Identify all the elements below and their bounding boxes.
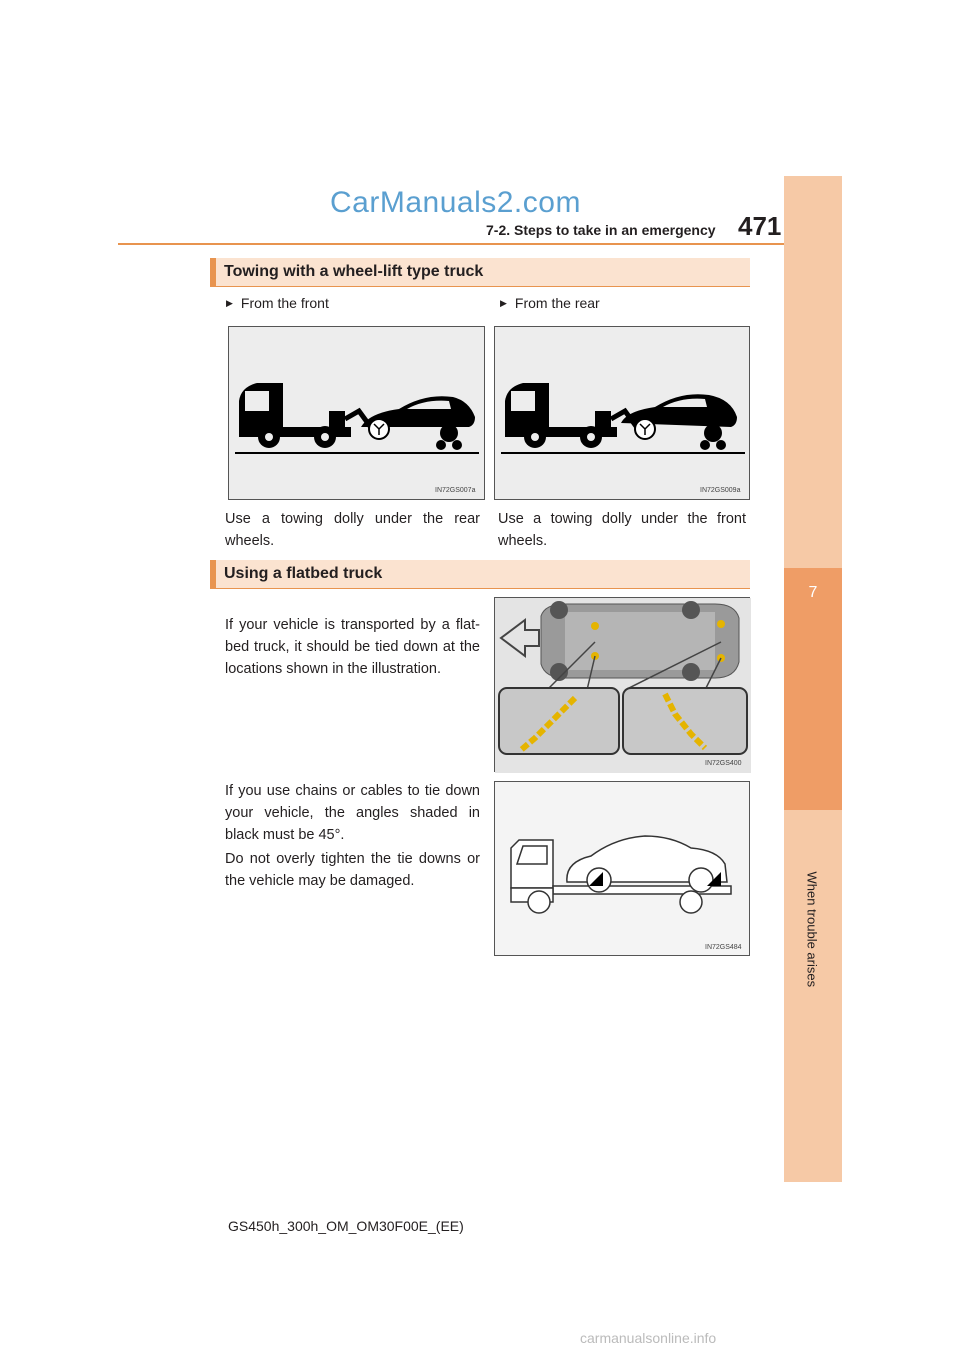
figure-flatbed-truck	[494, 781, 750, 956]
figure-code: IN72GS400	[705, 760, 742, 767]
side-tab-chapter-block	[784, 568, 842, 810]
page-number: 471	[738, 211, 782, 241]
footer-model-code: GS450h_300h_OM_OM30F00E_(EE)	[228, 1218, 464, 1234]
tie-down-illustration	[495, 598, 751, 773]
heading-wheel-lift-text: Towing with a wheel-lift type truck	[224, 263, 484, 280]
tow-front-illustration	[229, 327, 486, 501]
heading-wheel-lift	[210, 258, 750, 287]
flatbed-illustration	[495, 782, 751, 957]
chapter-title: When trouble arises	[804, 871, 820, 988]
paragraph-tie-down-locations: If your vehicle is transported by a flat-bed truck, it should be tied down at the locations shown in the illustration.	[225, 617, 480, 677]
heading-flatbed-text: Using a flatbed truck	[224, 565, 383, 582]
figure-code: IN72GS007a	[435, 487, 476, 494]
caption-rear: Use a towing dolly under the front wheels.	[498, 511, 746, 549]
figure-tow-from-front	[228, 326, 485, 500]
tow-rear-illustration	[495, 327, 751, 501]
heading-flatbed	[210, 560, 750, 589]
section-title: 7-2. Steps to take in an emergency	[486, 222, 716, 238]
watermark-logo: CarManuals2.com	[330, 186, 581, 219]
paragraph-tie-down-angle: If you use chains or cables to tie down your vehicle, the angles shaded in black must be 45°.	[225, 783, 480, 843]
paragraph-tighten-warning: Do not overly tighten the tie downs or the vehicle may be damaged.	[225, 851, 480, 889]
caption-front: Use a towing dolly under the rear wheels.	[225, 511, 480, 549]
subheading-from-front: ▶ From the front	[226, 295, 329, 311]
figure-code: IN72GS484	[705, 944, 742, 951]
watermark-bottom: carmanualsonline.info	[580, 1330, 717, 1346]
figure-tie-down-points	[494, 597, 750, 772]
figure-tow-from-rear	[494, 326, 750, 500]
subheading-from-rear: ▶ From the rear	[500, 295, 600, 311]
chapter-number: 7	[808, 584, 818, 601]
figure-code: IN72GS009a	[700, 487, 741, 494]
header-rule	[118, 243, 840, 245]
